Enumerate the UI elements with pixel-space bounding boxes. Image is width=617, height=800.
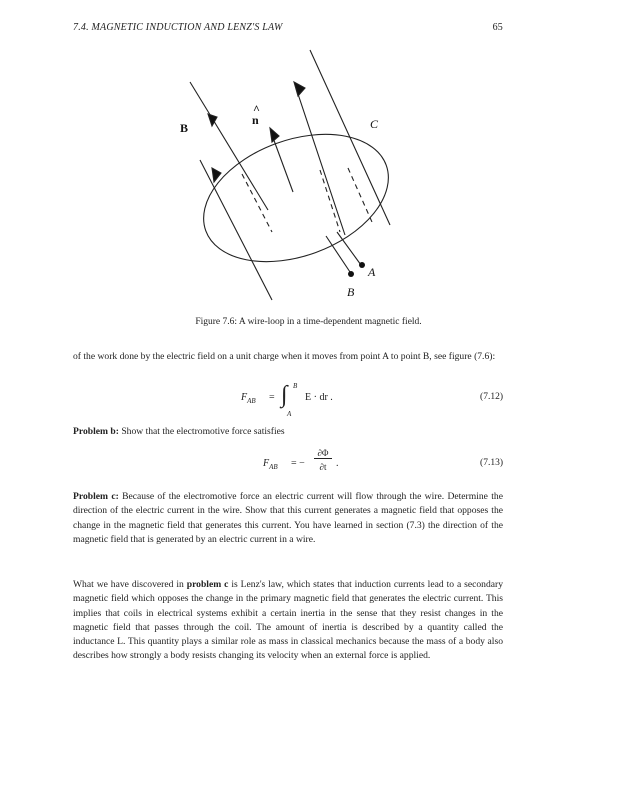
eq713-lhs-sub: AB [269, 463, 278, 471]
equation-7-12 [73, 382, 503, 418]
label-curve-C: C [370, 117, 379, 131]
eq712-lower-limit: A [287, 410, 292, 418]
dashed-field-2 [320, 170, 340, 232]
figure-caption: Figure 7.6: A wire-loop in a time-dependent magnetic field. [195, 317, 422, 327]
problem-b-text: Show that the electromotive force satisfies [121, 426, 285, 437]
problem-c [73, 490, 503, 547]
eq713-denominator: ∂t [319, 462, 327, 472]
field-line-1-top [190, 82, 212, 118]
eq713-equals: = − [291, 458, 305, 469]
running-head [73, 22, 503, 36]
integral-sign: ∫ [281, 382, 288, 408]
problem-b-label: Problem b: [73, 426, 119, 437]
eq713-lhs: F [263, 458, 270, 469]
eq712-number: (7.12) [480, 392, 503, 402]
label-field-B: B [180, 121, 189, 135]
wire-lead-A [337, 232, 361, 265]
label-point-B: B [347, 285, 355, 299]
field-arrowhead-2 [212, 168, 221, 182]
running-title: 7.4. MAGNETIC INDUCTION AND LENZ'S LAW [73, 22, 283, 33]
eq712-lhs: F [241, 392, 248, 403]
normal-arrowhead [270, 128, 279, 142]
problem-c-text: Because of the electromotive force an electric current will flow through the wire. Determine the direction of the electric current in the wire. Show that this current generates a magnetic field that opposes the change in the magnetic field that generates this current. You have learned in section (7.3) the direction of the magnetic field that is generated by an electric current in a wire. [73, 491, 503, 545]
field-arrowhead-3 [294, 82, 305, 96]
closing-pre: What we have discovered in [73, 579, 184, 590]
eq712-integrand: E · dr . [305, 392, 333, 403]
eq713-number: (7.13) [480, 458, 503, 468]
wire-lead-B [326, 236, 350, 272]
figure-wire-loop [0, 40, 617, 320]
dashed-field-1 [242, 174, 272, 232]
eq712-equals: = [269, 392, 275, 403]
lenz-law-paragraph [73, 578, 503, 664]
field-line-1 [212, 118, 268, 210]
equation-7-13 [73, 448, 503, 482]
label-normal-hat: ^ [253, 102, 260, 116]
label-point-A: A [368, 265, 376, 279]
intro-paragraph: of the work done by the electric field on a unit charge when it moves from point A to point B, see figure (7.6): [73, 351, 496, 362]
eq713-numerator: ∂Φ [314, 448, 332, 459]
closing-bold: problem c [186, 579, 229, 590]
dashed-field-3 [348, 168, 372, 222]
problem-c-label: Problem c: [73, 491, 119, 502]
field-line-2 [200, 160, 272, 300]
terminal-B [348, 271, 354, 277]
closing-post: is Lenz's law, which states that induction currents lead to a secondary magnetic field which opposes the change in the primary magnetic field that generates the electric current. This implies that coils in electrical systems exhibit a certain inertia in the sense that they resist changes in the magnetic field that passes through the coil. The amount of inertia is described by a quantity called the inductance L. This quantity plays a similar role as mass in classical mechanics because the mass of a body also describes how strongly a body resists changing its velocity when an external force is applied. [73, 579, 504, 662]
problem-b [73, 425, 503, 439]
eq713-trail: . [336, 458, 339, 469]
page-number: 65 [492, 22, 503, 33]
eq712-upper-limit: B [293, 382, 298, 390]
eq712-lhs-sub: AB [247, 397, 256, 405]
label-normal: n [252, 113, 259, 127]
terminal-A [359, 262, 365, 268]
